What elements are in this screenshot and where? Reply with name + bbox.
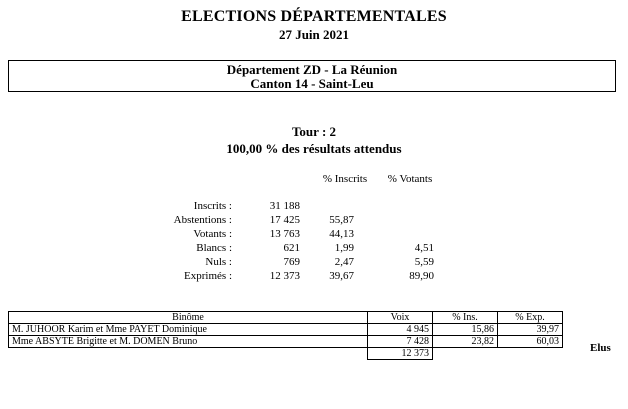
election-date: 27 Juin 2021 xyxy=(278,27,350,42)
stat-value-inscrits: 31 188 xyxy=(269,200,300,212)
binome-name: M. JUHOOR Karim et Mme PAYET Dominique xyxy=(9,324,368,336)
departement-label: Département ZD - La Réunion xyxy=(226,62,398,77)
stat-label-abstentions: Abstentions : xyxy=(173,214,232,226)
total-row xyxy=(9,348,563,360)
page-title: ELECTIONS DÉPARTEMENTALES xyxy=(181,8,447,25)
elus-label: Elus xyxy=(590,342,611,354)
table-row xyxy=(9,324,563,336)
stat-label-votants: Votants : xyxy=(193,228,232,240)
stat-label-blancs: Blancs : xyxy=(196,242,232,254)
stat-value-exprimes: 12 373 xyxy=(269,270,300,282)
canton-label: Canton 14 - Saint-Leu xyxy=(250,76,374,91)
stat-pct-inscrits-blancs: 1,99 xyxy=(334,242,354,254)
total-voix: 12 373 xyxy=(368,348,433,360)
stat-label-exprimes: Exprimés : xyxy=(184,270,232,282)
pct-ins-value: 15,86 xyxy=(433,324,498,336)
stat-pct-inscrits-exprimes: 39,67 xyxy=(329,270,354,282)
stat-label-nuls: Nuls : xyxy=(205,256,232,268)
stat-pct-inscrits-votants: 44,13 xyxy=(329,228,354,240)
voix-value: 4 945 xyxy=(368,324,433,336)
pct-exp-value: 60,03 xyxy=(498,336,563,348)
stat-value-nuls: 769 xyxy=(283,256,300,268)
col-header-binome: Binôme xyxy=(9,312,368,324)
stat-pct-inscrits-nuls: 2,47 xyxy=(334,256,354,268)
stat-value-abstentions: 17 425 xyxy=(269,214,300,226)
binome-name: Mme ABSYTE Brigitte et M. DOMEN Bruno xyxy=(9,336,368,348)
voix-value: 7 428 xyxy=(368,336,433,348)
col-header-voix: Voix xyxy=(368,312,433,324)
stat-pct-votants-exprimes: 89,90 xyxy=(409,270,434,282)
col-header-pct-ins: % Ins. xyxy=(433,312,498,324)
results-header-row xyxy=(9,312,563,324)
results-table xyxy=(8,311,563,360)
pct-ins-value: 23,82 xyxy=(433,336,498,348)
round-label: Tour : 2 xyxy=(291,124,337,139)
stat-pct-votants-nuls: 5,59 xyxy=(414,256,434,268)
table-row xyxy=(9,336,563,348)
stat-value-votants: 13 763 xyxy=(269,228,300,240)
expected-results-label: 100,00 % des résultats attendus xyxy=(226,141,402,156)
stat-value-blancs: 621 xyxy=(283,242,300,254)
col-header-pct-inscrits: % Inscrits xyxy=(322,173,368,185)
stat-pct-inscrits-abstentions: 55,87 xyxy=(329,214,354,226)
location-box xyxy=(8,60,616,92)
col-header-pct-exp: % Exp. xyxy=(498,312,563,324)
stat-pct-votants-blancs: 4,51 xyxy=(414,242,434,254)
pct-exp-value: 39,97 xyxy=(498,324,563,336)
col-header-pct-votants: % Votants xyxy=(387,173,433,185)
stat-label-inscrits: Inscrits : xyxy=(193,200,232,212)
